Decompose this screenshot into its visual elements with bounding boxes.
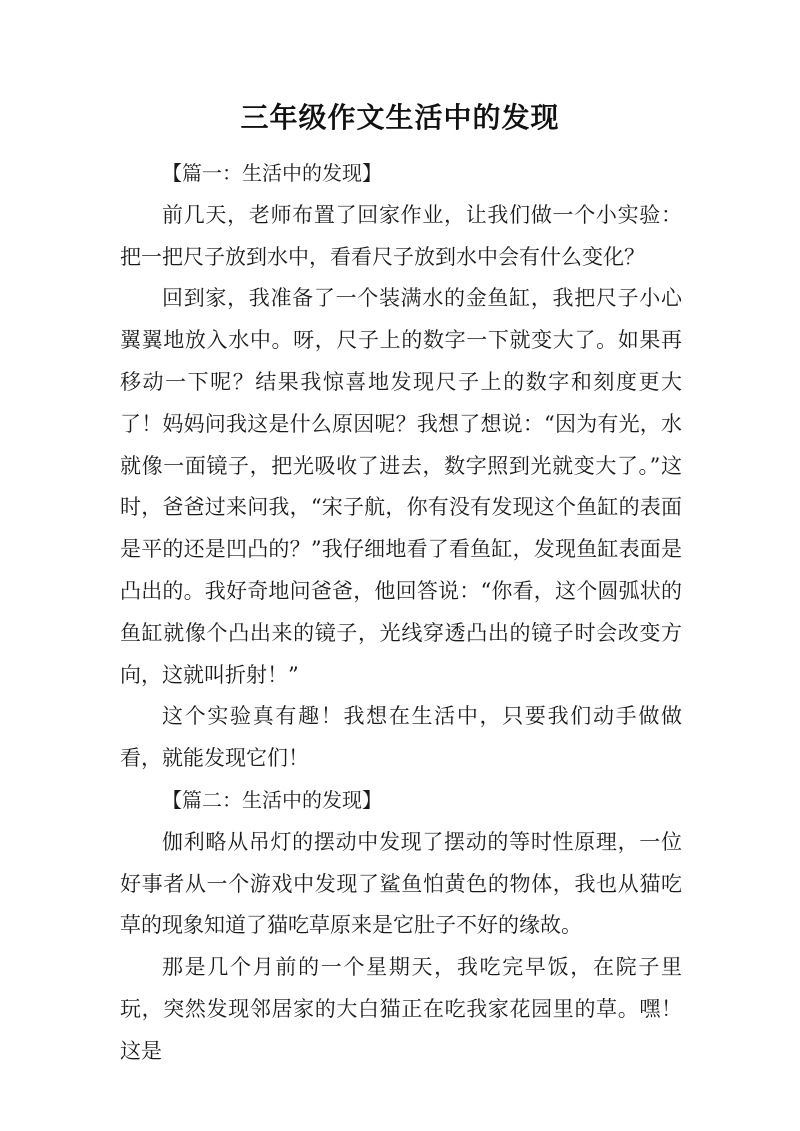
document-title: 三年级作文生活中的发现 xyxy=(240,101,560,134)
paragraph-2-2: 那是几个月前的一个星期天，我吃完早饭，在院子里玩，突然发现邻居家的大白猫正在吃我家花园里的草。嘿！这是 xyxy=(120,955,682,1063)
paragraph-1-3: 这个实验真有趣！我想在生活中，只要我们动手做做看，就能发现它们！ xyxy=(120,704,682,771)
paragraph-1-1: 前几天，老师布置了回家作业，让我们做一个小实验：把一把尺子放到水中，看看尺子放到水中会有什么变化？ xyxy=(120,202,682,269)
document-body xyxy=(120,153,682,1073)
paragraph-1-2: 回到家，我准备了一个装满水的金鱼缸，我把尺子小心翼翼地放入水中。呀，尺子上的数字一下就变大了。如果再移动一下呢？结果我惊喜地发现尺子上的数字和刻度更大了！妈妈问我这是什么原因呢？我想了想说：“因为有光，水就像一面镜子，把光吸收了进去，数字照到光就变大了。”这时，爸爸过来问我，“宋子航，你有没有发现这个鱼缸的表面是平的还是凹凸的？”我仔细地看了看鱼缸，发现鱼缸表面是凸出的。我好奇地问爸爸，他回答说：“你看，这个圆弧状的鱼缸就像个凸出来的镜子，光线穿透凸出的镜子时会改变方向，这就叫折射！” xyxy=(120,286,682,687)
section-heading-2: 【篇二：生活中的发现】 xyxy=(162,787,382,812)
section-heading-1: 【篇一：生活中的发现】 xyxy=(162,161,382,185)
paragraph-2-1: 伽利略从吊灯的摆动中发现了摆动的等时性原理，一位好事者从一个游戏中发现了鲨鱼怕黄色的物体，我也从猫吃草的现象知道了猫吃草原来是它肚子不好的缘故。 xyxy=(120,829,682,938)
